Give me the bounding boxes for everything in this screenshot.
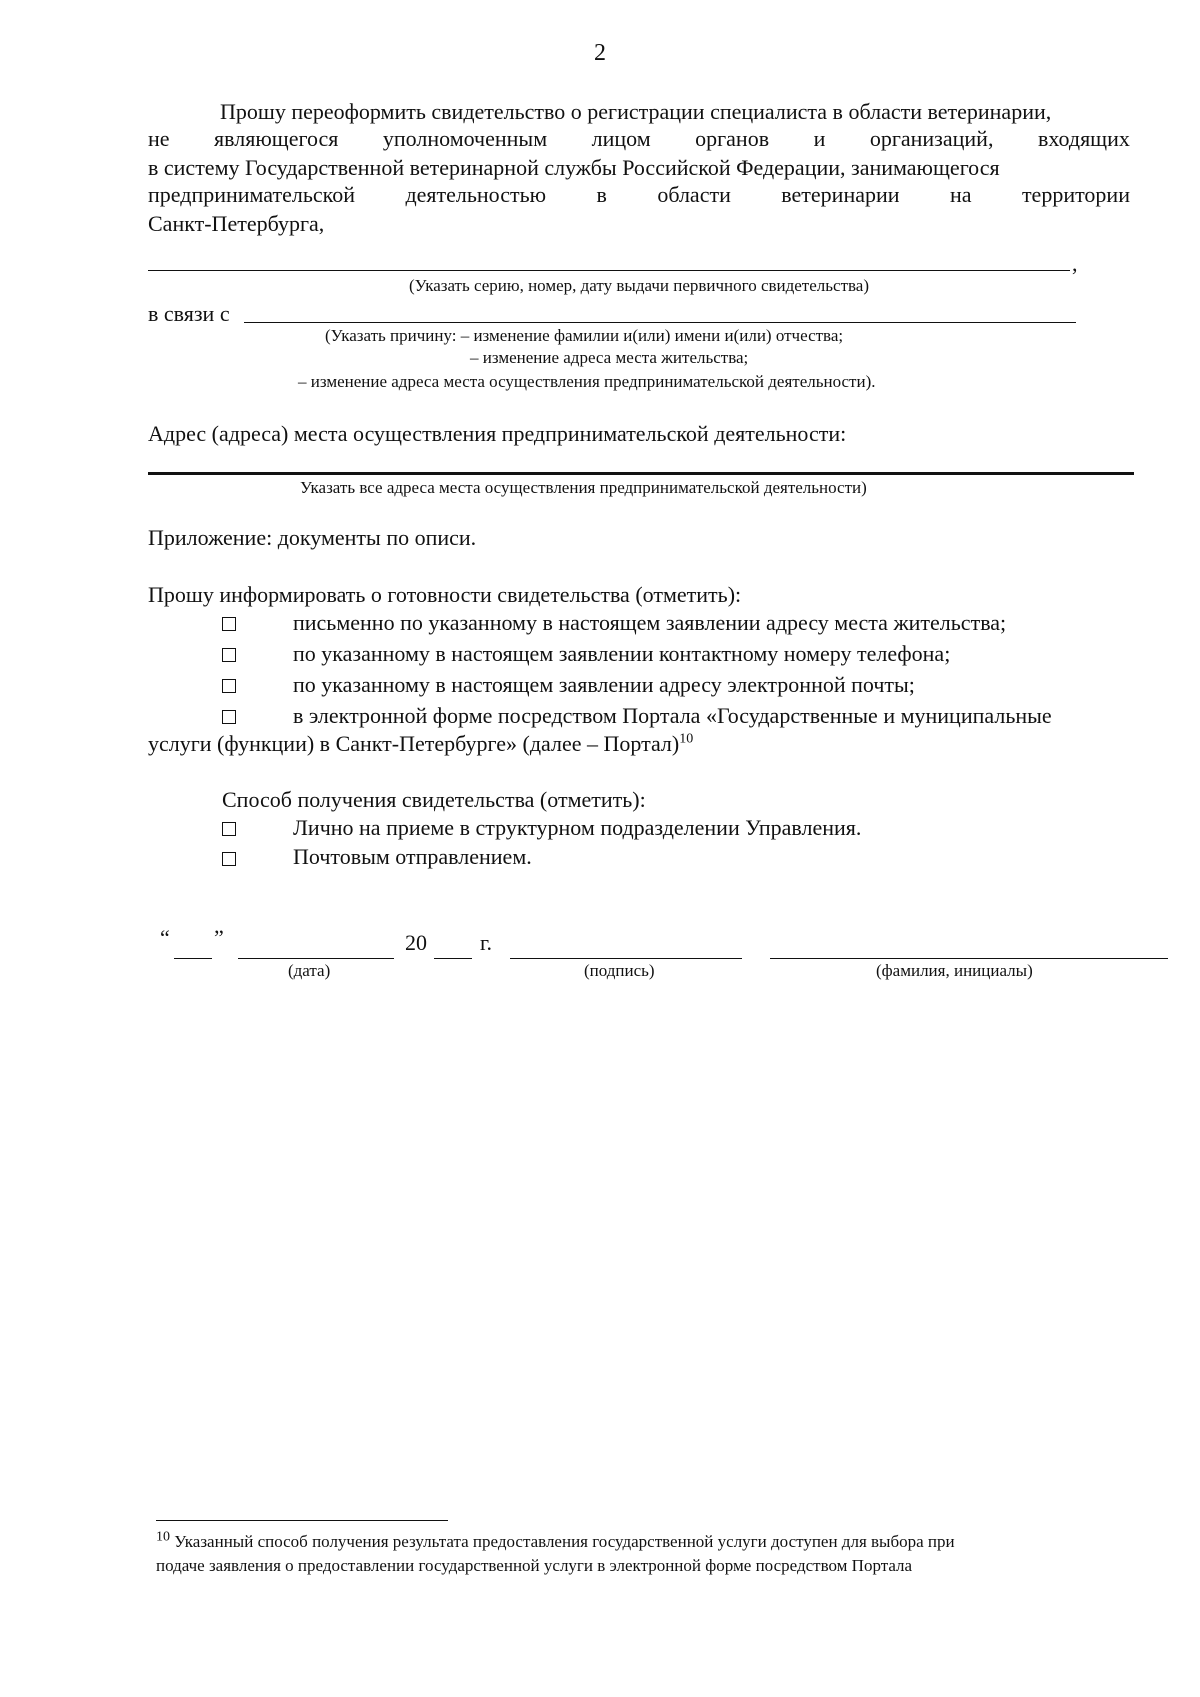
receipt-heading: Способ получения свидетельства (отметить): [222,787,646,812]
word: и [813,126,826,151]
certificate-comma: , [1072,251,1078,276]
footnote-line-2: подаче заявления о предоставлении государственной услуги в электронной форме посредством Портала [156,1556,913,1575]
year-prefix: 20 [405,930,427,955]
open-quote: “ [160,925,170,950]
word: входящих [1037,126,1130,151]
checkbox-notify-portal[interactable] [222,710,236,724]
notify-option-phone: по указанному в настоящем заявлении контактному номеру телефона; [293,641,951,666]
word: органов [695,126,770,151]
checkbox-notify-mail[interactable] [222,617,236,631]
date-hint: (дата) [288,961,331,980]
address-input-line[interactable] [148,472,1134,475]
word: лицом [591,126,651,151]
year-suffix: г. [480,930,493,955]
notify-option-portal: в электронной форме посредством Портала «Государственные и муниципальные [293,703,1052,728]
footnote-separator [156,1520,448,1521]
address-label: Адрес (адреса) места осуществления предпринимательской деятельности: [148,421,847,446]
notify-option-mail: письменно по указанному в настоящем заявлении адресу места жительства; [293,610,1007,635]
notify-heading: Прошу информировать о готовности свидетельства (отметить): [148,582,742,607]
word: территории [1021,182,1130,207]
reason-input-line[interactable] [244,322,1076,323]
word: области [657,182,731,207]
name-hint: (фамилия, инициалы) [876,961,1033,980]
word: деятельностью [405,182,547,207]
checkbox-notify-phone[interactable] [222,648,236,662]
signature-hint: (подпись) [584,961,655,980]
footnote-line-1 [156,1529,955,1552]
word: предпринимательской [148,182,356,207]
address-hint: Указать все адреса места осуществления предпринимательской деятельности) [300,478,867,497]
reason-hint-1: (Указать причину: – изменение фамилии и(или) имени и(или) отчества; [325,326,844,345]
signature-input-line[interactable] [510,958,742,959]
word: на [949,182,972,207]
footnote-text-1: Указанный способ получения результата предоставления государственной услуги доступен для выбора при [174,1532,955,1551]
certificate-hint: (Указать серию, номер, дату выдачи первичного свидетельства) [408,276,870,295]
close-quote: ” [214,925,224,950]
month-input-line[interactable] [238,958,394,959]
receipt-option-in-person: Лично на приеме в структурном подразделении Управления. [293,815,862,840]
request-line-3: в систему Государственной ветеринарной службы Российской Федерации, занимающегося [148,155,1000,180]
request-line-2 [148,126,1130,152]
request-line-4 [148,182,1130,208]
footnote-ref: 10 [679,731,694,747]
word: ветеринарии [781,182,900,207]
footnote-number: 10 [156,1529,170,1545]
word: уполномоченным [382,126,548,151]
reason-label: в связи с [148,301,230,326]
day-input-line[interactable] [174,958,212,959]
notify-option-email: по указанному в настоящем заявлении адресу электронной почты; [293,672,915,697]
word: не [148,126,170,151]
checkbox-receipt-in-person[interactable] [222,822,236,836]
word: организаций, [869,126,994,151]
notify-option-portal-continuation [148,730,693,758]
reason-hint-3: – изменение адреса места осуществления предпринимательской деятельности). [298,372,876,391]
page-number: 2 [594,40,606,66]
name-input-line[interactable] [770,958,1168,959]
reason-hint-2: – изменение адреса места жительства; [470,348,749,367]
attachment-text: Приложение: документы по описи. [148,525,477,550]
word: являющегося [214,126,339,151]
checkbox-notify-email[interactable] [222,679,236,693]
request-line-1: Прошу переоформить свидетельство о регистрации специалиста в области ветеринарии, [220,99,1052,124]
year-input-line[interactable] [434,958,472,959]
checkbox-receipt-post[interactable] [222,852,236,866]
portal-continuation-text: услуги (функции) в Санкт-Петербурге» (далее – Портал) [148,731,680,756]
certificate-input-line[interactable] [148,270,1070,271]
word: в [596,182,607,207]
receipt-option-post: Почтовым отправлением. [293,844,532,869]
request-line-5: Санкт-Петербурга, [148,211,325,236]
